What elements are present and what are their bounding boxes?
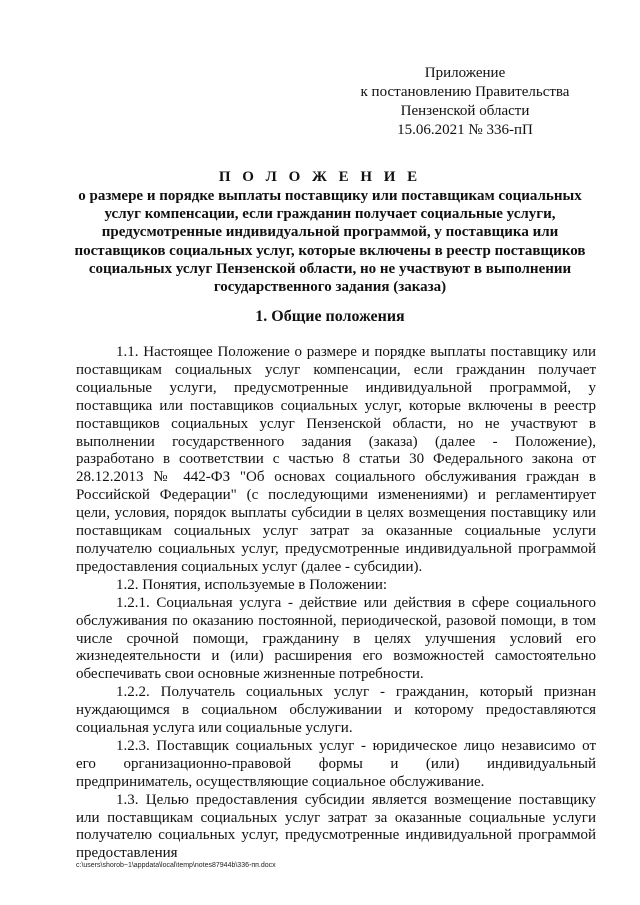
paragraph-1-2-3: 1.2.3. Поставщик социальных услуг - юридическое лицо независимо от его организационно-правовой формы и (или) индивидуальный предприниматель, осуществляющие социальное обслуживание. [76,737,596,790]
subtitle-line: о размере и порядке выплаты поставщику или поставщикам социальных [78,188,582,204]
paragraph-1-3: 1.3. Целью предоставления субсидии является возмещение поставщику или поставщикам социальных услуг затрат за оказанные социальные услуги получателю социальных услуг, предусмотренные индивидуальной программой предоставления [76,791,596,862]
document-title: П О Л О Ж Е Н И Е [218,169,422,185]
subtitle-line: предусмотренные индивидуальной программой, у поставщика или [101,224,559,241]
paragraph-1-2-2: 1.2.2. Получатель социальных услуг - гражданин, который признан нуждающимся в социальном обслуживании и которому предоставляются социальная услуга или социальные услуги. [76,684,596,737]
appendix-date-number: 15.06.2021 № 336-пП [397,122,533,138]
subtitle-line: поставщиков социальных услуг, которые включены в реестр поставщиков [74,242,586,259]
paragraph-1-2-1: 1.2.1. Социальная услуга - действие или действия в сфере социального обслуживания по оказанию постоянной, периодической, разовой помощи, в том числе срочной помощи, гражданину в целях улучшения условий его жизнедеятельности и (или) расширения его возможностей самостоятельно обеспечивать свои основные жизненные потребности. [76,594,596,683]
subtitle-line: услуг компенсации, если гражданин получает социальные услуги, [104,206,556,223]
appendix-region: Пензенской области [400,103,530,119]
appendix-reference: к постановлению Правительства [360,84,570,100]
paragraph-1-1: 1.1. Настоящее Положение о размере и порядке выплаты поставщику или поставщикам социальных услуг компенсации, если гражданин получает социальные услуги, предусмотренные индивидуальной программой, у поставщика или поставщиков социальных услуг, которые включены в реестр поставщиков социальных услуг Пензенской области, но не участвуют в выполнении государственного задания (заказа) (далее - Положение), разработано в соответствии с частью 8 статьи 30 Федерального закона от 28.12.2013 № 442-ФЗ "Об основах социального обслуживания граждан в Российской Федерации" (с последующими изменениями) и регламентирует цели, условия, порядок выплаты субсидии в целях возмещения поставщику или поставщикам социальных услуг затрат за оказанные социальные услуги получателю социальных услуг, предусмотренные индивидуальной программой предоставления социальных услуг (далее - субсидии). [76,344,596,575]
section-heading: 1. Общие положения [255,308,405,325]
document-body [76,344,596,863]
document-subtitle [70,187,590,296]
paragraph-1-2: 1.2. Понятия, используемые в Положении: [116,576,388,593]
appendix-block [340,64,590,140]
appendix-label: Приложение [424,65,506,81]
subtitle-line: государственного задания (заказа) [213,279,447,296]
file-path-footer: c:\users\shorob~1\appdata\local\temp\notes87944b\336-пп.docx [76,862,276,869]
subtitle-line: социальных услуг Пензенской области, но не участвуют в выполнении [88,260,572,277]
